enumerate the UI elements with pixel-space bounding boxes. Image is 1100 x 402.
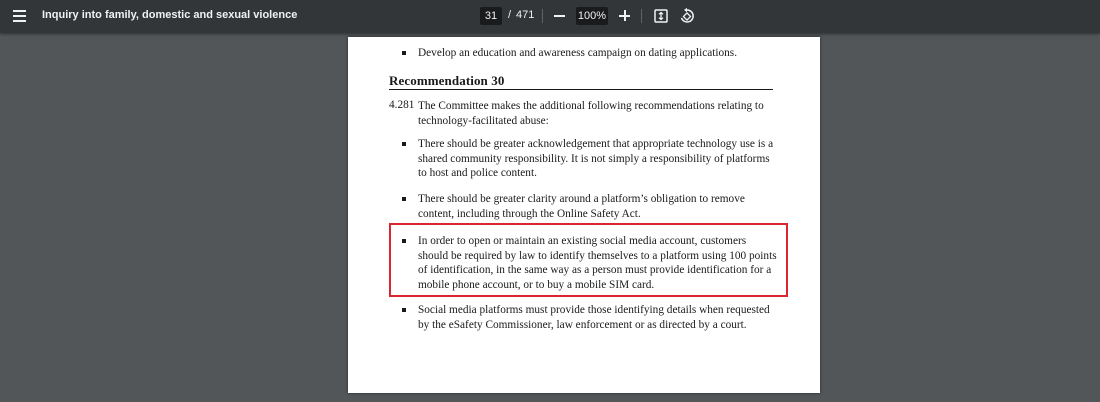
- pdf-page: [348, 37, 820, 393]
- bullet-icon: [402, 142, 406, 146]
- bullet-text: There should be greater acknowledgement that appropriate technology use is a shared community responsibility. It is not simply a responsibility of platforms to host and police content.: [418, 138, 774, 179]
- paragraph-number: 4.281: [389, 99, 415, 111]
- bullet-text: Social media platforms must provide those identifying details when requested by the eSafety Commissioner, law enforcement or as directed by a court.: [418, 304, 770, 331]
- fit-to-page-icon[interactable]: [653, 8, 669, 24]
- heading-rule: [389, 89, 773, 90]
- list-item: [418, 303, 778, 332]
- list-item: [418, 46, 778, 61]
- section-heading: Recommendation 30: [389, 73, 505, 88]
- bullet-icon: [402, 197, 406, 201]
- list-item: [418, 234, 778, 292]
- rotate-counterclockwise-icon[interactable]: [678, 7, 696, 25]
- toolbar-divider: [641, 9, 642, 23]
- page-separator: /: [508, 9, 512, 21]
- page-number-input[interactable]: [480, 7, 502, 25]
- bullet-icon: [402, 239, 406, 243]
- total-pages: 471: [516, 9, 535, 21]
- zoom-level-input[interactable]: 100%: [576, 7, 608, 25]
- bullet-icon: [402, 51, 406, 55]
- pdf-toolbar: [0, 0, 1100, 33]
- zoom-in-button[interactable]: [616, 7, 634, 25]
- bullet-text: Develop an education and awareness campaign on dating applications.: [418, 47, 738, 59]
- list-item: [418, 192, 778, 221]
- paragraph-text: The Committee makes the additional following recommendations relating to technology-facilitated abuse:: [418, 100, 764, 127]
- menu-icon[interactable]: [12, 7, 30, 25]
- bullet-text: In order to open or maintain an existing social media account, customers should be required by law to identify themselves to a platform using 100 points of identification, in the same way as a person must provide identification for a mobile phone account, or to buy a mobile SIM card.: [418, 235, 777, 291]
- zoom-out-button[interactable]: [551, 7, 569, 25]
- toolbar-divider: [542, 9, 543, 23]
- bullet-icon: [402, 308, 406, 312]
- document-title: Inquiry into family, domestic and sexual violence: [42, 9, 298, 21]
- list-item: [418, 137, 778, 181]
- bullet-text: There should be greater clarity around a platform’s obligation to remove content, including through the Online Safety Act.: [418, 193, 745, 220]
